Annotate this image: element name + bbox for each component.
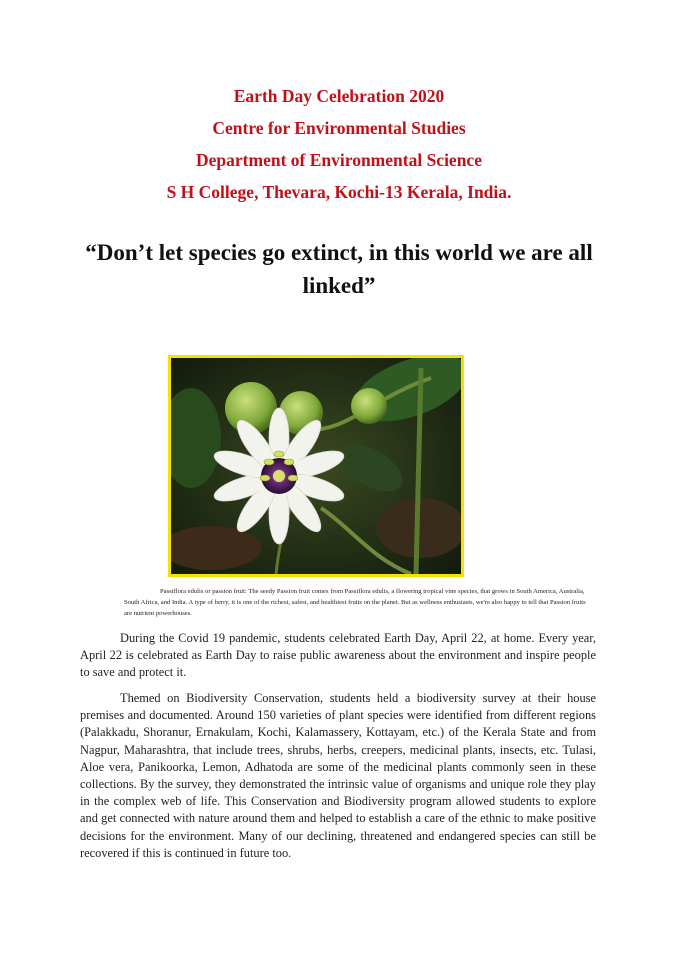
event-header [0, 80, 678, 208]
theme-quote: “Don’t let species go extinct, in this world we are all linked” [85, 240, 593, 298]
event-title: Earth Day Celebration 2020 [233, 86, 445, 106]
paragraph-earth-day: During the Covid 19 pandemic, students celebrated Earth Day, April 22, at home. Every year, April 22 is celebrated as Earth Day to raise public awareness about the environment and inspire people to save and protect it. [80, 631, 596, 680]
passion-flower-illustration [171, 358, 461, 574]
passion-flower-photo [168, 355, 464, 577]
college-address: S H College, Thevara, Kochi-13 Kerala, India. [166, 182, 512, 202]
centre-name: Centre for Environmental Studies [212, 118, 466, 138]
figure-caption: Passiflora edulis or passion fruit: The seedy Passion fruit comes from Passiflora edulis, a flowering tropical vine species, that grows in South America, Australia, South Africa, and India. A type of berry, it is one of the richest, safest, and healthiest fruits on the planet. But as wellness enthusiasts, we're also happy to tell that Passion fruits are nutrient powerhouses. [124, 588, 586, 617]
department-name: Department of Environmental Science [196, 150, 482, 170]
paragraph-biodiversity: Themed on Biodiversity Conservation, students held a biodiversity survey at their house premises and documented. Around 150 varieties of plant species were identified from different regions (Palakkadu, Shoranur, Ernakulam, Kochi, Kalamassery, Kottayam, etc.) of the Kerala State and from Nagpur, Maharashtra, that include trees, shrubs, herbs, creepers, medicinal plants, insects, etc. Tulasi, Aloe vera, Panikoorka, Lemon, Adhatoda are some of the medicinal plants commonly seen in these collections. By the survey, they demonstrated the intrinsic value of organisms and unique role they play in the complex web of life. This Conservation and Biodiversity program allowed students to explore and get connected with nature around them and helped to establish a care of the ethnic to make positive decisions for the environment. Many of our declining, threatened and endangered species can still be recovered if this is continued in future too. [80, 691, 596, 860]
